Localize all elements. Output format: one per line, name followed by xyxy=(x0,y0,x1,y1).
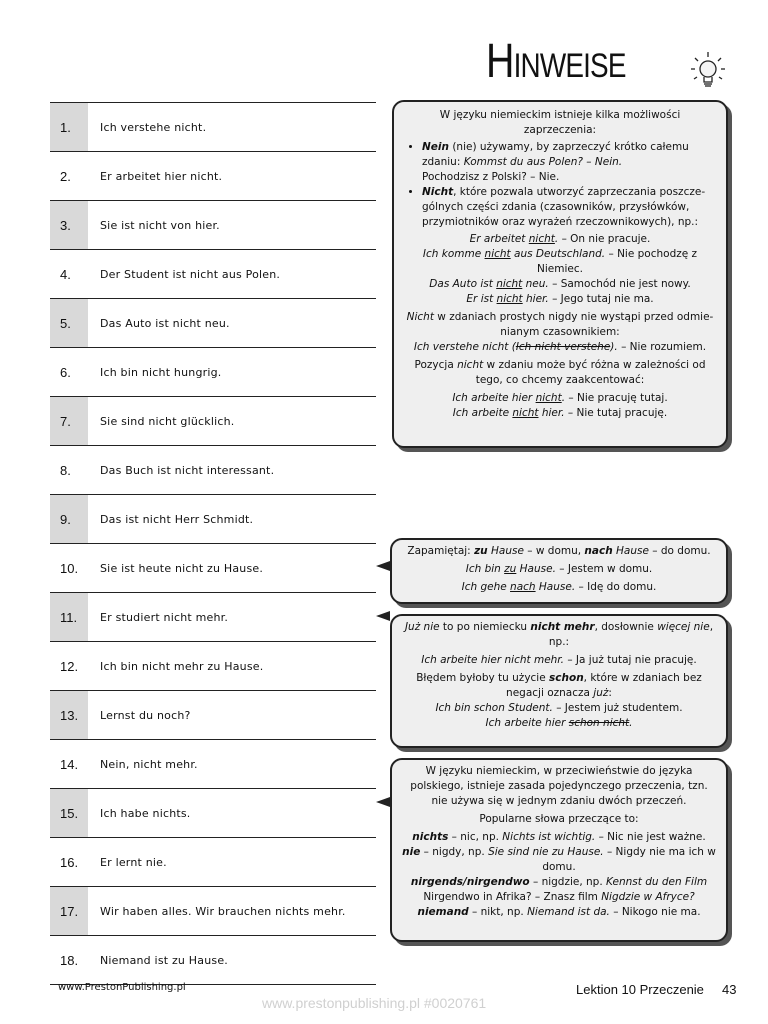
translation-text: – Jestem już studentem. xyxy=(552,702,683,714)
hint-text: Zapamiętaj: xyxy=(407,545,475,557)
hint-box-single-negation xyxy=(390,758,728,942)
underlined-word: nach xyxy=(510,581,536,593)
hint-line xyxy=(400,544,718,559)
item-number: 10. xyxy=(60,560,79,576)
translation-text: – On nie pracuje. xyxy=(558,233,651,245)
item-sentence: Sie ist nicht von hier. xyxy=(100,218,220,232)
example-text: Kommst du aus Polen? – Nein. xyxy=(463,156,623,168)
example-part: Nichts ist wichtig. xyxy=(502,831,596,843)
item-number: 3. xyxy=(50,201,88,249)
example-part: . xyxy=(629,717,633,729)
list-item xyxy=(50,935,376,985)
item-sentence: Er studiert nicht mehr. xyxy=(100,610,229,624)
example-part: Hause xyxy=(612,545,649,557)
keyword-nichts: nichts xyxy=(412,831,449,843)
hint-text: – nikt, np. xyxy=(468,906,528,918)
hint-text: : xyxy=(608,687,612,699)
example-line xyxy=(402,716,716,731)
item-sentence: Ich bin nicht mehr zu Hause. xyxy=(100,659,264,673)
hint-intro: W języku niemieckim, w przeciwieństwie do języka polskiego, istnieje zasada pojedynczego przeczenia, tzn. nie używa się w jednym zdaniu dwóch przeczeń. xyxy=(410,765,708,807)
list-item xyxy=(50,788,376,837)
hint-box-negation-overview xyxy=(392,100,728,448)
example-part: Er arbeitet xyxy=(469,233,529,245)
list-item xyxy=(50,445,376,494)
underlined-word: nicht xyxy=(535,392,562,404)
list-item xyxy=(50,641,376,690)
example-line xyxy=(400,562,718,577)
hint-text: – w domu, xyxy=(523,545,585,557)
list-item xyxy=(50,494,376,543)
hint-text: , np.: xyxy=(548,621,714,648)
keyword-nicht: Nicht xyxy=(422,186,454,198)
example-part: Już nie xyxy=(404,621,440,633)
item-sentence: Lernst du noch? xyxy=(100,708,191,722)
item-sentence: Ich verstehe nicht. xyxy=(100,120,207,134)
watermark: www.prestonpublishing.pl #0020761 xyxy=(262,995,487,1011)
translation-text: – Ja już tutaj nie pracuję. xyxy=(564,654,697,666)
item-sentence: Der Student ist nicht aus Polen. xyxy=(100,267,281,281)
translation-text: – Nikogo nie ma. xyxy=(609,906,701,918)
example-line xyxy=(404,391,716,406)
item-sentence: Das Auto ist nicht neu. xyxy=(100,316,230,330)
hint-text: to po niemiecku xyxy=(439,621,531,633)
example-part: Das Auto ist xyxy=(429,278,497,290)
list-item xyxy=(50,739,376,788)
example-line xyxy=(404,406,716,421)
item-number: 9. xyxy=(50,495,88,543)
item-number: 2. xyxy=(60,168,71,184)
page-number: 43 xyxy=(722,982,737,997)
underlined-word: zu xyxy=(504,563,517,575)
hint-line xyxy=(402,671,716,701)
hint-line xyxy=(402,620,716,650)
hint-text: , dosłownie xyxy=(594,621,658,633)
rule-text: w zdaniach prostych nigdy nie wystąpi przed odmie-nianym czasownikiem: xyxy=(433,311,714,338)
translation-text: – Nie rozumiem. xyxy=(617,341,707,353)
example-part: Ich bin xyxy=(465,563,505,575)
list-item xyxy=(50,886,376,935)
translation-text: – Jego tutaj nie ma. xyxy=(548,293,654,305)
item-number: 7. xyxy=(50,397,88,445)
example-line xyxy=(404,247,716,277)
word-line xyxy=(402,845,716,875)
example-line xyxy=(404,232,716,247)
item-sentence: Das ist nicht Herr Schmidt. xyxy=(100,512,254,526)
item-sentence: Er lernt nie. xyxy=(100,855,167,869)
item-number: 8. xyxy=(60,462,71,478)
list-item xyxy=(50,200,376,249)
item-number: 4. xyxy=(60,266,71,282)
rule-line xyxy=(404,310,716,340)
item-number: 14. xyxy=(60,756,79,772)
list-item xyxy=(50,837,376,886)
list-item xyxy=(50,690,376,739)
translation-text: – Nie pracuję tutaj. xyxy=(565,392,668,404)
translation-text: Pochodzisz z Polski? – Nie. xyxy=(422,171,560,183)
example-line xyxy=(404,292,716,307)
underlined-word: nicht xyxy=(496,293,523,305)
item-sentence: Er arbeitet hier nicht. xyxy=(100,169,223,183)
example-line xyxy=(404,277,716,292)
word-line xyxy=(402,830,716,845)
list-item xyxy=(50,592,376,641)
item-number: 11. xyxy=(50,593,88,641)
hint-text: – do domu. xyxy=(648,545,711,557)
keyword-nicht-mehr: nicht mehr xyxy=(530,621,595,633)
example-part: Niemand ist da. xyxy=(527,906,610,918)
example-part: Ich arbeite hier xyxy=(452,392,536,404)
lesson-label: Lektion 10 Przeczenie xyxy=(576,982,704,997)
keyword-nach: nach xyxy=(584,545,613,557)
example-part: . xyxy=(561,392,566,404)
strikethrough-text: schon nicht xyxy=(568,717,630,729)
translation-text: – Znasz film xyxy=(531,891,602,903)
keyword-nie: nie xyxy=(402,846,421,858)
example-line xyxy=(402,701,716,716)
rule-text: w zdaniu może być różna w zależności od tego, co chcemy zaakcentować: xyxy=(475,359,706,386)
example-part: Hause. xyxy=(516,563,556,575)
example-part: ). xyxy=(610,341,618,353)
strikethrough-text: Ich nicht verstehe xyxy=(515,341,611,353)
list-item xyxy=(50,396,376,445)
item-number: 12. xyxy=(60,658,79,674)
item-number: 18. xyxy=(60,952,79,968)
example-line xyxy=(402,653,716,668)
word-line xyxy=(402,875,716,905)
item-sentence: Sie sind nicht glücklich. xyxy=(100,414,235,428)
underlined-word: nicht xyxy=(528,233,555,245)
hint-text: – nigdzie, np. xyxy=(529,876,607,888)
hint-text: , które w zdaniach bez negacji oznacza xyxy=(506,672,702,699)
hint-box-nicht-mehr xyxy=(390,614,728,748)
example-line xyxy=(400,580,718,595)
example-part: hier. xyxy=(522,293,549,305)
item-sentence: Ich habe nichts. xyxy=(100,806,191,820)
publisher-link[interactable]: www.PrestonPublishing.pl xyxy=(58,982,186,993)
item-number: 1. xyxy=(50,103,88,151)
item-number: 15. xyxy=(50,789,88,837)
page-title: Hinweise xyxy=(486,35,626,88)
example-part: neu. xyxy=(522,278,549,290)
item-sentence: Niemand ist zu Hause. xyxy=(100,953,228,967)
rule-line xyxy=(404,358,716,388)
list-item xyxy=(50,347,376,396)
bullet-text: , które pozwala utworzyć zaprzeczania poszcze-gólnych części zdania (czasowników, przysłówków, przymiotników oraz wyrażeń rzeczownikowych), np.: xyxy=(422,186,706,228)
keyword-zu: zu xyxy=(474,545,488,557)
example-part: Nirgendwo in Afrika? xyxy=(423,891,532,903)
example-part: Ich arbeite hier nicht mehr. xyxy=(421,654,564,666)
underlined-word: nicht xyxy=(484,248,511,260)
example-part: Ich verstehe nicht ( xyxy=(413,341,516,353)
keyword-nein: Nein xyxy=(422,141,449,153)
hint-intro: W języku niemieckim istnieje kilka możliwości zaprzeczenia: xyxy=(439,109,681,136)
lightbulb-icon xyxy=(690,50,726,94)
keyword-nicht: Nicht xyxy=(406,311,434,323)
item-sentence: Ich bin nicht hungrig. xyxy=(100,365,222,379)
example-part: Kennst du den Film xyxy=(606,876,708,888)
item-number: 17. xyxy=(50,887,88,935)
underlined-word: nicht xyxy=(512,407,539,419)
callout-pointer xyxy=(376,797,390,807)
bullet-nicht xyxy=(422,185,716,230)
item-sentence: Sie ist heute nicht zu Hause. xyxy=(100,561,264,575)
example-part: Ich arbeite hier xyxy=(485,717,569,729)
translation-text: – Nigdy nie ma ich w domu. xyxy=(542,846,716,873)
underlined-word: nicht xyxy=(496,278,523,290)
translation-text: – Nic nie jest ważne. xyxy=(595,831,706,843)
example-part: Hause xyxy=(487,545,524,557)
example-part: Ich bin schon Student. xyxy=(435,702,553,714)
item-number: 16. xyxy=(60,854,79,870)
example-part: aus Deutschland. xyxy=(510,248,606,260)
rule-text: Pozycja xyxy=(414,359,458,371)
item-sentence: Das Buch ist nicht interessant. xyxy=(100,463,275,477)
item-number: 5. xyxy=(50,299,88,347)
item-sentence: Nein, nicht mehr. xyxy=(100,757,198,771)
keyword-niemand: niemand xyxy=(417,906,469,918)
translation-text: – Nie pochodzę z Niemiec. xyxy=(537,248,698,275)
translation-text: – Idę do domu. xyxy=(575,581,657,593)
item-number: 6. xyxy=(60,364,71,380)
translation-text: – Nie tutaj pracuję. xyxy=(564,407,668,419)
bullet-nein xyxy=(422,140,716,185)
callout-pointer xyxy=(376,561,390,571)
keyword-schon: schon xyxy=(549,672,584,684)
hint-text: – nigdy, np. xyxy=(420,846,489,858)
callout-pointer xyxy=(376,611,390,621)
example-part: więcej nie xyxy=(657,621,710,633)
example-part: Er ist xyxy=(466,293,497,305)
list-item xyxy=(50,298,376,347)
list-item xyxy=(50,102,376,151)
hint-text: – nic, np. xyxy=(448,831,503,843)
keyword-nirgends: nirgends/nirgendwo xyxy=(410,876,530,888)
list-item xyxy=(50,543,376,592)
example-part: . xyxy=(554,233,559,245)
word-line xyxy=(402,905,716,920)
hint-subtitle: Popularne słowa przeczące to: xyxy=(479,813,639,825)
keyword-nicht: nicht xyxy=(457,359,484,371)
example-part: Sie sind nie zu Hause. xyxy=(488,846,604,858)
example-part: już xyxy=(593,687,609,699)
list-item xyxy=(50,151,376,200)
example-part: Nigdzie w Afryce? xyxy=(601,891,695,903)
bullet-text: (nie) używamy, by zaprzeczyć krótko całemu zdaniu: xyxy=(422,141,689,168)
sentence-list xyxy=(50,102,376,985)
hint-box-zu-nach-hause xyxy=(390,538,728,604)
translation-text: – Samochód nie jest nowy. xyxy=(548,278,691,290)
item-sentence: Wir haben alles. Wir brauchen nichts mehr. xyxy=(100,904,346,918)
example-part: Hause. xyxy=(535,581,576,593)
example-part: Ich komme xyxy=(422,248,485,260)
example-part: hier. xyxy=(538,407,565,419)
example-line xyxy=(404,340,716,355)
item-number: 13. xyxy=(50,691,88,739)
example-part: Ich gehe xyxy=(461,581,511,593)
translation-text: – Jestem w domu. xyxy=(555,563,653,575)
hint-text: Błędem byłoby tu użycie xyxy=(416,672,550,684)
list-item xyxy=(50,249,376,298)
hint-bullets xyxy=(404,140,716,230)
example-part: Ich arbeite xyxy=(452,407,513,419)
